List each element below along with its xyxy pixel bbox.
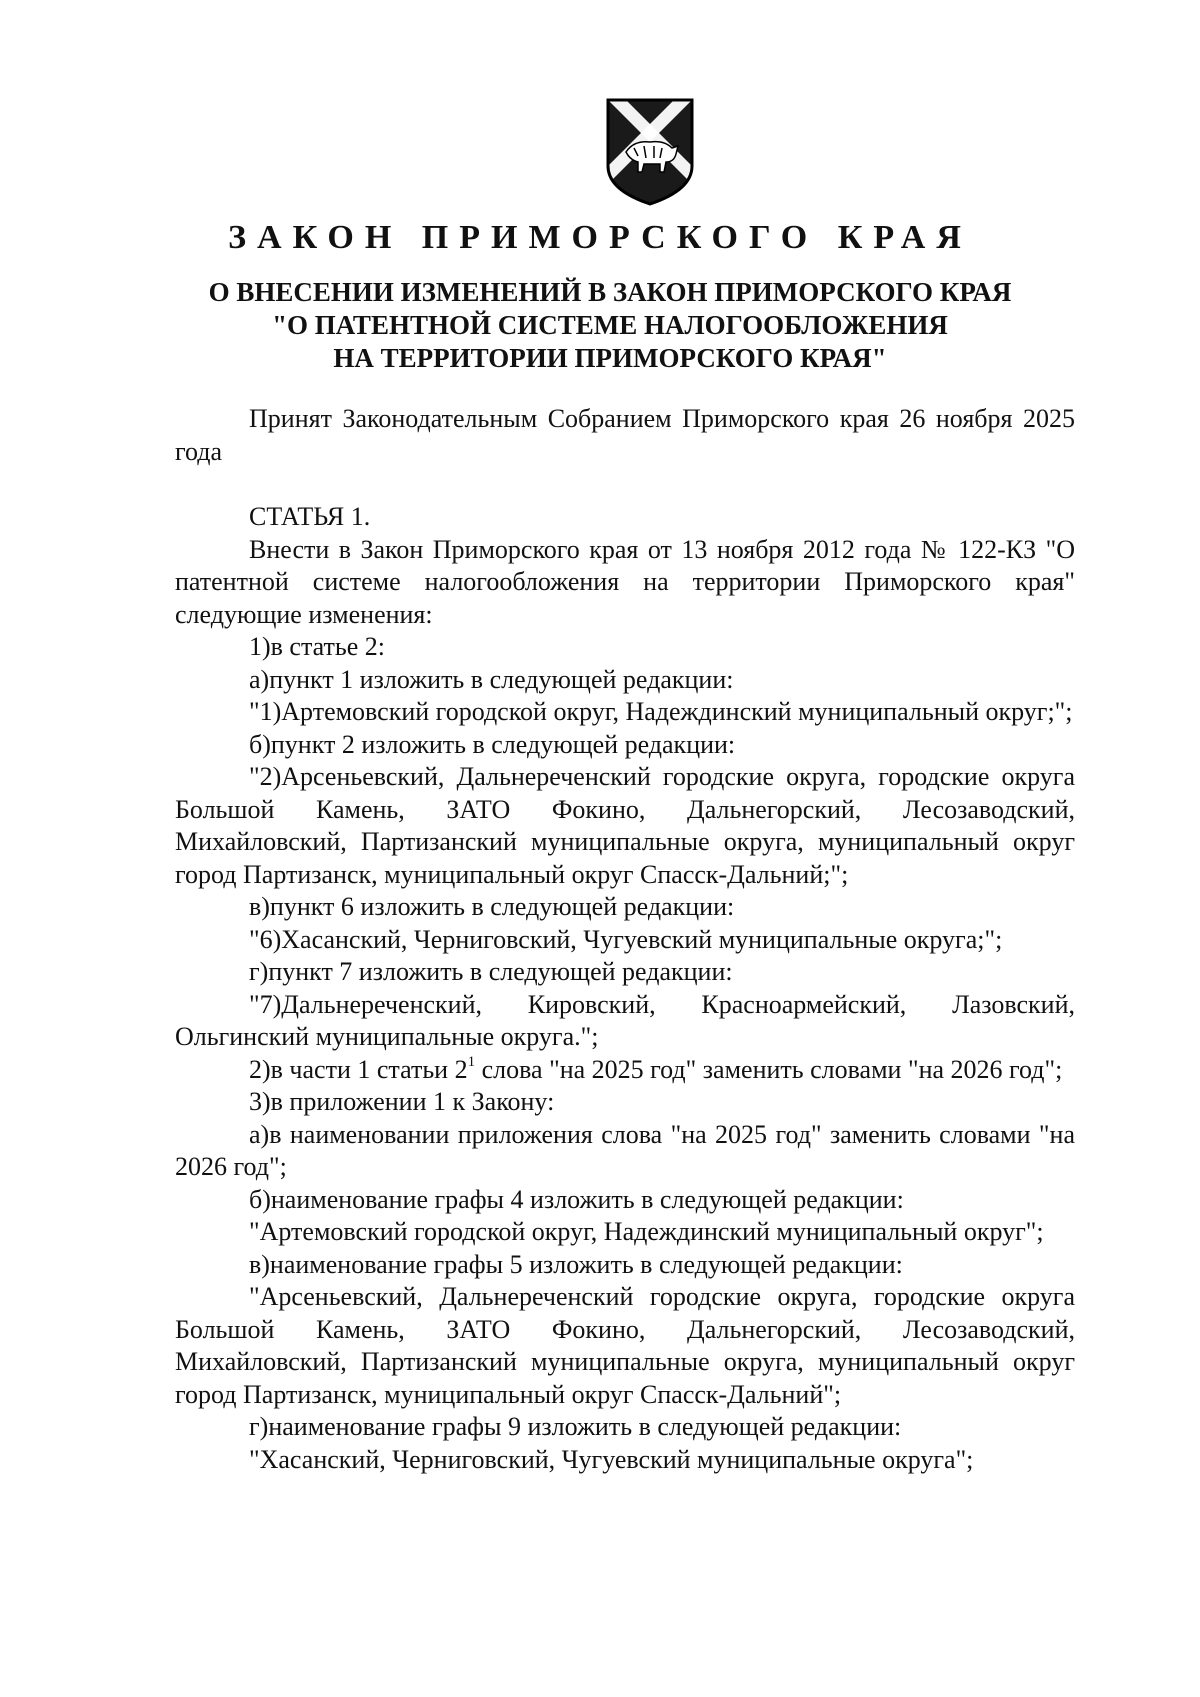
item-1g-text: "7)Дальнереченский, Кировский, Красноармейский, Лазовский, Ольгинский муниципальные округа."; — [175, 989, 1075, 1051]
article-heading: СТАТЬЯ 1. — [249, 502, 371, 531]
item-3g: г)наименование графы 9 изложить в следующей редакции: — [249, 1412, 902, 1441]
item-1b: б)пункт 2 изложить в следующей редакции: — [249, 729, 736, 759]
coat-of-arms-icon — [604, 96, 696, 208]
item-3b: б)наименование графы 4 изложить в следующей редакции: — [249, 1184, 904, 1214]
item-2-sup: 1 — [467, 1053, 476, 1070]
item-3v-text: "Арсеньевский, Дальнереченский городские округа, городские округа Большой Камень, ЗАТО Фокино, Дальнегорский, Лесозаводский, Михайловский, Партизанский муниципальные округа, муниципальный округ город Партизанск, муниципальный округ Спасск-Дальний"; — [175, 1282, 1075, 1409]
subtitle-line: НА ТЕРРИТОРИИ ПРИМОРСКОГО КРАЯ" — [333, 343, 887, 373]
item-1a-text: "1)Артемовский городской округ, Надеждинский муниципальный округ;"; — [249, 697, 1073, 726]
item-2-post: слова "на 2025 год" заменить словами "на 2026 год"; — [475, 1054, 1063, 1084]
item-2-pre: 2)в части 1 статьи 2 — [249, 1054, 468, 1084]
subtitle-line: "О ПАТЕНТНОЙ СИСТЕМЕ НАЛОГООБЛОЖЕНИЯ — [272, 310, 948, 340]
item-1a: а)пункт 1 изложить в следующей редакции: — [249, 664, 734, 694]
law-title: ЗАКОН ПРИМОРСКОГО КРАЯ — [228, 219, 972, 256]
item-3v: в)наименование графы 5 изложить в следующей редакции: — [249, 1249, 903, 1279]
item-3a: а)в наименовании приложения слова "на 2025 год" заменить словами "на 2026 год"; — [175, 1119, 1075, 1181]
item-1v: в)пункт 6 изложить в следующей редакции: — [249, 892, 735, 921]
item-1b-text: "2)Арсеньевский, Дальнереченский городские округа, городские округа Большой Камень, ЗАТО Фокино, Дальнегорский, Лесозаводский, Михайловский, Партизанский муниципальные округа, муниципальный округ город Партизанск, муниципальный округ Спасск-Дальний;"; — [175, 762, 1075, 889]
item-1g: г)пункт 7 изложить в следующей редакции: — [249, 957, 733, 986]
item-2 — [175, 1054, 1075, 1087]
law-subtitle — [150, 276, 1070, 375]
item-3: 3)в приложении 1 к Закону: — [249, 1087, 555, 1116]
item-3b-text: "Артемовский городской округ, Надеждинский муниципальный округ"; — [249, 1217, 1044, 1246]
item-3g-text: "Хасанский, Черниговский, Чугуевский муниципальные округа"; — [249, 1444, 974, 1474]
article-intro: Внести в Закон Приморского края от 13 ноября 2012 года № 122-КЗ "О патентной системе налогообложения на территории Приморского края" следующие изменения: — [175, 534, 1075, 629]
adoption-note: Принят Законодательным Собранием Приморского края 26 ноября 2025 года — [175, 404, 1075, 466]
item-1v-text: "6)Хасанский, Черниговский, Чугуевский муниципальные округа;"; — [249, 924, 1003, 954]
subtitle-line: О ВНЕСЕНИИ ИЗМЕНЕНИЙ В ЗАКОН ПРИМОРСКОГО КРАЯ — [208, 277, 1012, 307]
document-body — [175, 403, 1075, 1476]
item-1: 1)в статье 2: — [249, 632, 386, 661]
